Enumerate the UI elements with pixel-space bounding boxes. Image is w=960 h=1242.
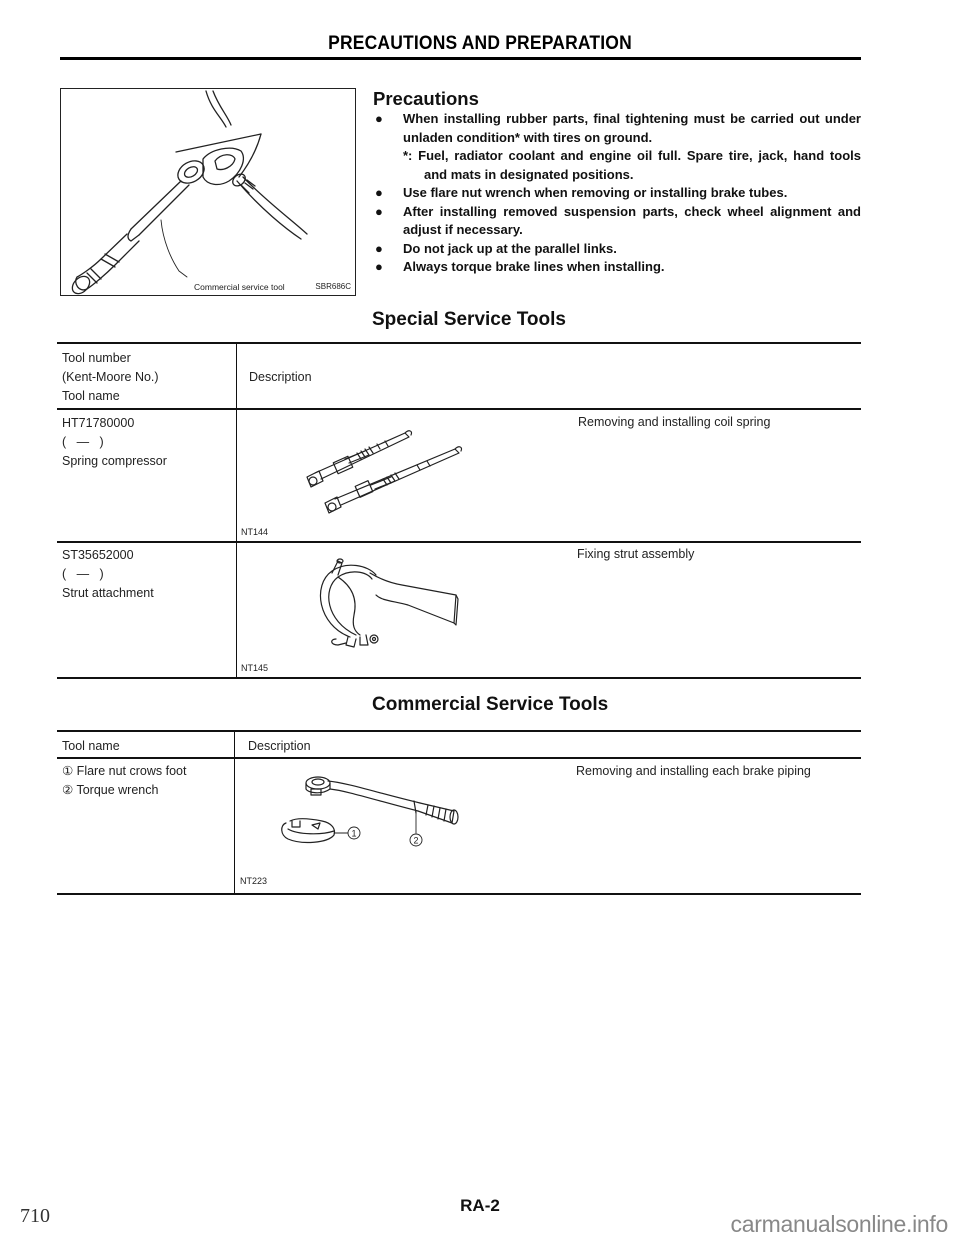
tool-cell [62, 546, 154, 603]
bullet-icon: ● [375, 111, 383, 126]
precaution-text: When installing rubber parts, final tightening must be carried out under unladen condition* with tires on ground. [403, 111, 861, 145]
figure-callout: Commercial service tool [194, 282, 285, 292]
spring-compressor-icon [305, 425, 480, 515]
tool-name-flare-nut-crows-foot: ① Flare nut crows foot [62, 764, 187, 778]
tool-number: ST35652000 [62, 548, 134, 562]
header-description: Description [249, 370, 312, 384]
precaution-text: Do not jack up at the parallel links. [403, 240, 617, 256]
tool-description: Fixing strut assembly [577, 547, 695, 561]
table-bottom-rule [57, 893, 861, 895]
kent-moore-number: ( — ) [62, 567, 104, 581]
bullet-icon: ● [375, 240, 383, 256]
tool-description: Removing and installing each brake piping [576, 764, 811, 778]
row-divider-rule [57, 541, 861, 543]
callout-2-label: 2 [413, 835, 419, 846]
torque-wrench-illustration-icon [61, 89, 357, 297]
figure-code: NT145 [241, 663, 269, 673]
precaution-text: After installing removed suspension parts, check wheel alignment and adjust if necessary. [403, 203, 861, 237]
callout-1-label: 1 [351, 828, 357, 839]
header-tool-name: Tool name [62, 739, 120, 753]
page-title: PRECAUTIONS AND PREPARATION [328, 33, 632, 54]
tool-cell [62, 762, 186, 800]
bullet-icon: ● [375, 203, 383, 219]
bullet-icon: ● [375, 185, 383, 200]
header-kent-moore: (Kent-Moore No.) [62, 370, 159, 384]
precaution-item [373, 184, 861, 203]
crows-foot-torque-wrench-icon [278, 773, 478, 853]
precaution-item [373, 240, 861, 259]
precaution-item [373, 258, 861, 277]
header-description: Description [248, 739, 311, 753]
figure-code: NT144 [241, 527, 269, 537]
commercial-tools-heading: Commercial Service Tools [372, 694, 609, 715]
special-tools-heading: Special Service Tools [372, 309, 566, 330]
header-tool-number: Tool number [62, 351, 131, 365]
table-top-rule [57, 342, 861, 344]
bullet-icon: ● [375, 259, 383, 274]
page-number: 710 [20, 1205, 50, 1227]
column-divider [236, 343, 237, 678]
table-bottom-rule [57, 677, 861, 679]
figure-code: NT223 [240, 876, 268, 886]
precaution-footnote: *: Fuel, radiator coolant and engine oil full. Spare tire, jack, hand tools and mats in designated positions. [403, 148, 861, 182]
header-bottom-rule [57, 408, 861, 410]
precaution-item [373, 110, 861, 184]
precautions-list [373, 110, 861, 277]
figure-box [60, 88, 356, 296]
section-code: RA-2 [460, 1196, 500, 1215]
header-tool-column [62, 349, 159, 406]
precaution-text: Always torque brake lines when installing. [403, 259, 665, 274]
title-rule [60, 57, 861, 60]
precautions-heading: Precautions [373, 88, 479, 109]
precaution-item [373, 203, 861, 240]
figure-code: SBR686C [315, 282, 351, 291]
kent-moore-number: ( — ) [62, 435, 104, 449]
table-top-rule [57, 730, 861, 732]
tool-name: Strut attachment [62, 586, 154, 600]
tool-name-torque-wrench: ② Torque wrench [62, 783, 159, 797]
header-tool-name: Tool name [62, 389, 120, 403]
tool-name: Spring compressor [62, 454, 167, 468]
strut-attachment-icon [310, 555, 460, 650]
tool-description: Removing and installing coil spring [578, 415, 771, 429]
precaution-text: Use flare nut wrench when removing or installing brake tubes. [403, 185, 788, 200]
header-bottom-rule [57, 757, 861, 759]
column-divider [234, 731, 235, 894]
watermark: carmanualsonline.info [730, 1211, 948, 1237]
tool-number: HT71780000 [62, 416, 135, 430]
tool-cell [62, 414, 167, 471]
